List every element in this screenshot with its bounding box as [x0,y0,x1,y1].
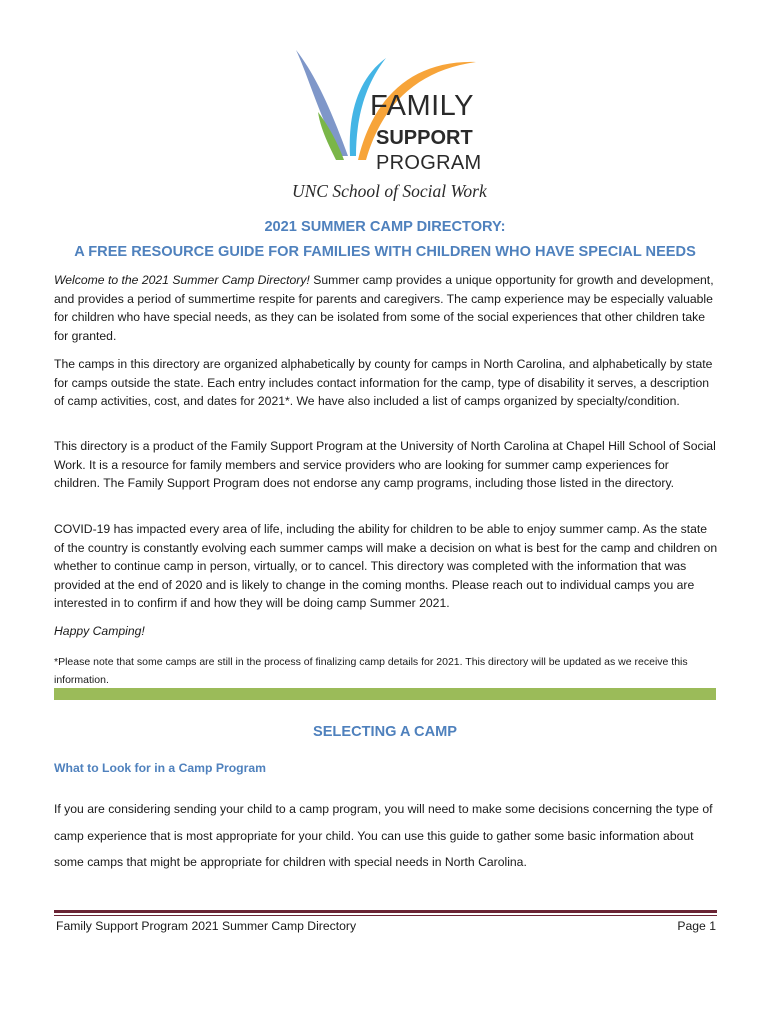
logo-text-support: SUPPORT [376,127,473,149]
footnote-text: *Please note that some camps are still in the process of finalizing camp details for 2021. This directory will be updated as we receive this information. [54,656,688,686]
happy-camping-text: Happy Camping! [54,624,145,638]
footer-rule-thick [54,910,717,913]
intro-welcome-paragraph [54,271,718,345]
logo-text-program: PROGRAM [376,152,482,174]
directory-organization-paragraph: The camps in this directory are organized alphabetically by county for camps in North Carolina, and alphabetically by state for camps outside the state. Each entry includes contact information for the camp, type of disability it serves, a description of camp activities, cost, and dates for 2021*. We have also included a list of camps organized by specialty/condition. [54,357,713,408]
footer-document-name: Family Support Program 2021 Summer Camp Directory [56,919,357,933]
logo-text-family: FAMILY [370,90,474,122]
section-subheading: What to Look for in a Camp Program [54,761,266,775]
directory-product-paragraph: This directory is a product of the Family Support Program at the University of North Carolina at Chapel Hill School of Social Work. It is a resource for family members and service providers who are looking for summer camp experiences for children. The Family Support Program does not endorse any camp programs, including those listed in the directory. [54,439,716,490]
section-body-paragraph: If you are considering sending your child to a camp program, you will need to make some decisions concerning the type of camp experience that is most appropriate for your child. You can use this guide to gather some basic information about some camps that might be appropriate for children with special needs in North Carolina. [54,802,713,869]
logo-subtitle: UNC School of Social Work [292,181,487,201]
welcome-body-text: Summer camp provides a unique opportunity for growth and development, and provides a period of summertime respite for parents and caregivers. The camp experience may be especially valuable for children who have special needs, as they can be isolated from some of the social experiences that other children take for granted. [54,273,714,343]
welcome-italic-text: Welcome to the 2021 Summer Camp Directory! [54,273,310,287]
document-subtitle: A FREE RESOURCE GUIDE FOR FAMILIES WITH CHILDREN WHO HAVE SPECIAL NEEDS [74,244,696,260]
covid-paragraph: COVID-19 has impacted every area of life, including the ability for children to be able to enjoy summer camp. As the state of the country is constantly evolving each summer camps will make a decision on what is best for the camp and children on whether to continue camp in person, virtually, or to cancel. This directory was completed with the information that was provided at the end of 2020 and is likely to change in the coming months. Please reach out to individual camps you are interested in to confirm if and how they will be doing camp Summer 2021. [54,522,718,610]
section-divider-bar [54,688,716,700]
document-title: 2021 SUMMER CAMP DIRECTORY: [264,219,506,235]
footer-page-number: Page 1 [677,919,716,933]
section-heading: SELECTING A CAMP [312,724,458,740]
family-support-program-logo [290,40,500,205]
footer-rule-thin [54,915,717,916]
